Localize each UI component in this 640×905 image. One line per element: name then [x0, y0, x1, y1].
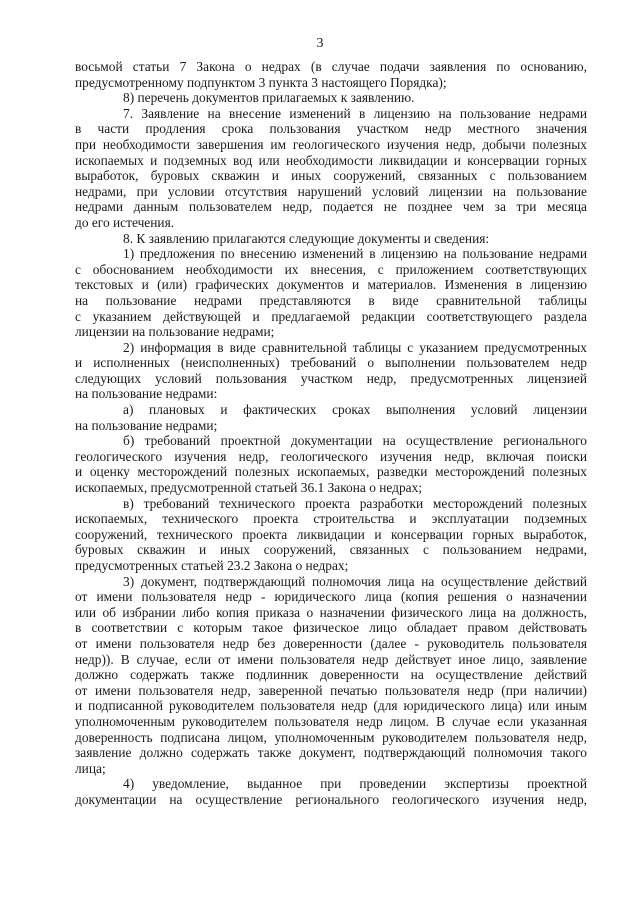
text-line: б) требований проектной документации на осуществление регионального — [123, 433, 587, 449]
text-line: в соответствии с которым такое физическое лицо обладает правом действовать — [75, 620, 587, 636]
text-line: 1) предложения по внесению изменений в лицензию на пользование недрами — [123, 246, 587, 262]
text-line: недрами, при условии отсутствия нарушений условий лицензии на пользование — [75, 183, 587, 199]
text-line: 8. К заявлению прилагаются следующие документы и сведения: — [123, 230, 490, 246]
text-line: 7. Заявление на внесение изменений в лицензию на пользование недрами — [123, 105, 587, 121]
text-line: предусмотренных статьей 23.2 Закона о недрах; — [75, 558, 349, 573]
document-body — [75, 59, 587, 808]
text-line: ископаемых и подземных вод или необходимости ликвидации и консервации горных — [75, 152, 587, 168]
text-line: 4) уведомление, выданное при проведении экспертизы проектной — [123, 776, 587, 792]
text-line: от имени пользователя недр без доверенности (далее - руководитель пользователя — [75, 635, 587, 651]
text-line: должно содержать также подлинник доверенности на осуществление действий — [75, 667, 587, 683]
text-line: с указанием действующей и предлагаемой редакции соответствующего раздела — [75, 308, 587, 324]
text-line: и исполненных (неисполненных) требований о выполнении пользователем недр — [75, 355, 587, 371]
page-number: 3 — [316, 36, 324, 51]
text-line: в) требований технического проекта разработки месторождений полезных — [123, 495, 587, 511]
text-line: 8) перечень документов прилагаемых к заявлению. — [123, 90, 415, 106]
text-line: а) плановых и фактических сроках выполнения условий лицензии — [123, 402, 587, 418]
text-line: 3) документ, подтверждающий полномочия лица на осуществление действий — [123, 573, 587, 589]
text-line: на пользование недрами; — [75, 417, 218, 433]
text-line: недр)). В случае, если от имени пользователя недр действует иное лицо, заявление — [75, 651, 587, 667]
text-line: геологического изучения недр, геологического изучения недр, включая поиски — [75, 448, 587, 464]
text-line: и оценку месторождений полезных ископаемых, разведки месторождений полезных — [75, 464, 587, 480]
text-line: выработок, буровых скважин и иных сооружений, связанных с пользованием — [75, 168, 587, 184]
text-line: до его истечения. — [75, 214, 175, 230]
text-line: заявление должно содержать также документ, подтверждающий полномочия такого — [75, 745, 587, 761]
text-line: доверенность подписана лицом, уполномоченным руководителем пользователя недр, — [75, 729, 587, 745]
text-line: уполномоченным руководителем пользователя недр лицом. В случае если указанная — [75, 713, 587, 729]
text-line: при необходимости завершения им геологического изучения недр, добычи полезных — [75, 136, 587, 152]
text-line: предусмотренному подпунктом 3 пункта 3 настоящего Порядка); — [75, 74, 447, 90]
text-line: буровых скважин и иных сооружений, связанных с пользованием недрами, — [75, 542, 587, 558]
text-line: от имени пользователя недр, заверенной печатью пользователя недр (при наличии) — [75, 682, 587, 698]
text-line: восьмой статьи 7 Закона о недрах (в случае подачи заявления по основанию, — [75, 59, 587, 74]
text-line: документации на осуществление регионального геологического изучения недр, — [75, 791, 587, 807]
text-line: и подписанной руководителем пользователя недр (для юридического лица) или иным — [75, 698, 587, 714]
text-line: от имени пользователя недр - юридического лица (копия решения о назначении — [75, 589, 587, 605]
text-line: следующих условий пользования участком недр, предусмотренных лицензией — [75, 370, 587, 386]
text-line: в части продления срока пользования участком недр местного значения — [75, 121, 587, 137]
text-line: текстовых и (или) графических документов и материалов. Изменения в лицензию — [75, 277, 587, 293]
text-line: ископаемых, технического проекта строительства и эксплуатации подземных — [75, 511, 587, 527]
text-line: лица; — [75, 760, 106, 776]
text-line: на пользование недрами: — [75, 386, 218, 402]
text-line: сооружений, технического проекта ликвидации и консервации горных выработок, — [75, 526, 587, 542]
text-line: 2) информация в виде сравнительной таблицы с указанием предусмотренных — [123, 339, 587, 355]
text-line: или об избрании либо копия приказа о назначении физического лица на должность, — [75, 604, 587, 620]
text-line: недрами данным пользователем недр, подается не позднее чем за три месяца — [75, 199, 587, 215]
text-line: лицензии на пользование недрами; — [75, 324, 275, 340]
text-line: на пользование недрами представляются в виде сравнительной таблицы — [75, 292, 587, 308]
text-line: с обоснованием необходимости их внесения, с приложением соответствующих — [75, 261, 587, 277]
text-line: ископаемых, предусмотренной статьей 36.1 Закона о недрах; — [75, 480, 423, 496]
